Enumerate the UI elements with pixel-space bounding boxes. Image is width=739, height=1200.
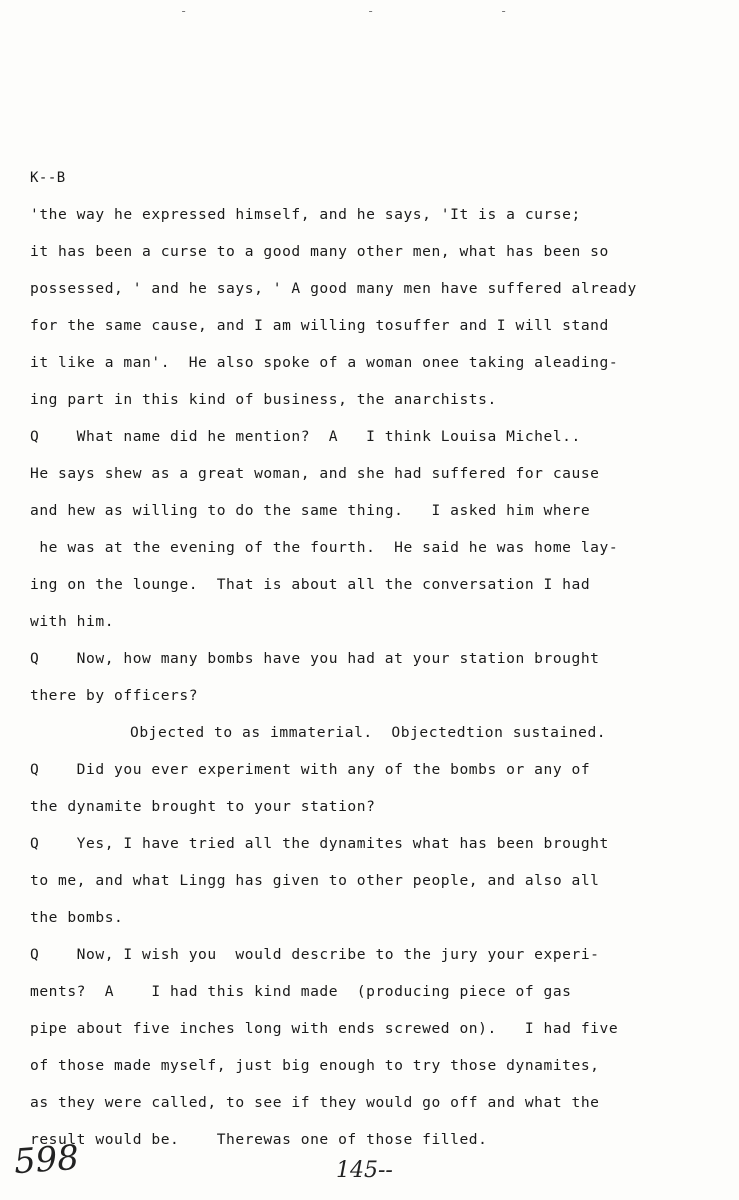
text-line: Q What name did he mention? A I think Louisa Michel.. <box>30 428 581 445</box>
text-line: pipe about five inches long with ends screwed on). I had five <box>30 1020 619 1037</box>
text-line: result would be. Therewas one of those filled. <box>30 1131 488 1148</box>
top-mark: - <box>500 4 509 18</box>
text-line: to me, and what Lingg has given to other people, and also all <box>30 872 600 889</box>
text-line: for the same cause, and I am willing tosuffer and I will stand <box>30 317 609 334</box>
text-line: he was at the evening of the fourth. He said he was home lay- <box>30 539 619 556</box>
text-line: 'the way he expressed himself, and he says, 'It is a curse; <box>30 206 581 223</box>
text-line: the bombs. <box>30 909 124 926</box>
text-line: Q Yes, I have tried all the dynamites what has been brought <box>30 835 609 852</box>
text-line: the dynamite brought to your station? <box>30 798 376 815</box>
text-line: it like a man'. He also spoke of a woman onee taking aleading- <box>30 354 619 371</box>
text-line: with him. <box>30 613 115 630</box>
text-line: of those made myself, just big enough to try those dynamites, <box>30 1057 600 1074</box>
text-line: and hew as willing to do the same thing. I asked him where <box>30 502 591 519</box>
text-line: Q Now, I wish you would describe to the jury your experi- <box>30 946 600 963</box>
top-mark: - <box>180 4 189 18</box>
text-line: possessed, ' and he says, ' A good many men have suffered already <box>30 280 637 297</box>
section-mark: K--B <box>30 170 66 186</box>
text-line: He says shew as a great woman, and she had suffered for cause <box>30 465 600 482</box>
transcript-body <box>30 196 720 1158</box>
text-line: Q Now, how many bombs have you had at your station brought <box>30 650 600 667</box>
folio-number: 145-- <box>336 1158 393 1183</box>
text-line: ing on the lounge. That is about all the conversation I had <box>30 576 591 593</box>
text-line: as they were called, to see if they would go off and what the <box>30 1094 600 1111</box>
top-mark: - <box>367 4 376 18</box>
text-line: Objected to as immaterial. Objectedtion sustained. <box>130 724 607 741</box>
handwritten-page-number: 598 <box>12 1137 81 1183</box>
text-line: ments? A I had this kind made (producing piece of gas <box>30 983 572 1000</box>
text-line: Q Did you ever experiment with any of the bombs or any of <box>30 761 591 778</box>
text-line: there by officers? <box>30 687 199 704</box>
text-line: it has been a curse to a good many other men, what has been so <box>30 243 609 260</box>
text-line: ing part in this kind of business, the anarchists. <box>30 391 497 408</box>
